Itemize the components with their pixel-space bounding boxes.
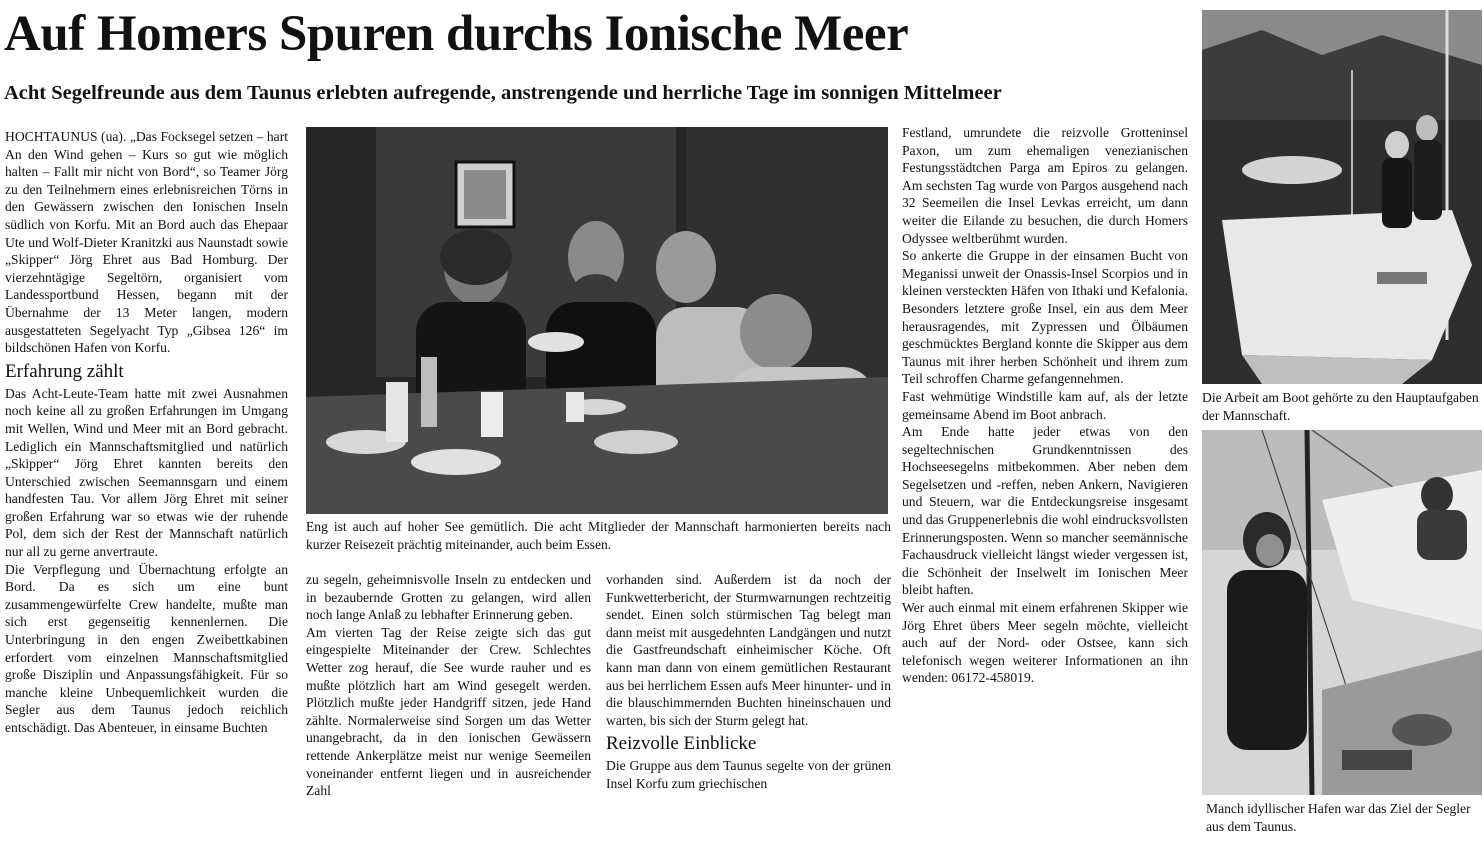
harbor-boat-caption: Die Arbeit am Boot gehörte zu den Hauptaufgaben der Mannschaft. [1202, 390, 1479, 423]
text-column-3 [606, 571, 891, 863]
dinner-photo-image [306, 127, 888, 514]
subhead-erfahrung: Erfahrung zählt [5, 360, 124, 382]
sailors-deck-caption: Manch idyllischer Hafen war das Ziel der Segler aus dem Taunus. [1206, 801, 1471, 834]
paragraph: So ankerte die Gruppe in der einsamen Bucht von Meganissi unweit der Onassis-Insel Scorpios und in kleinen versteckten Häfen von Ithaki und Kefalonia. Besonders letztere große Insel, ein aus dem Meer herausragendes, mit Zypressen und Ölbäumen geschmücktes Bergland konnte die Skipper aus dem Taunus mit ihrer herben Schönheit und ihrem zum Teil schroffen Charme gefangennehmen. [902, 248, 1188, 387]
article-headline: Auf Homers Spuren durchs Ionische Meer [4, 6, 909, 62]
text-column-4 [902, 124, 1188, 863]
paragraph: vorhanden sind. Außerdem ist da noch der Funkwetterbericht, der Sturmwarnungen rechtzeitig sendet. Einen solch stürmischen Tag belegt man dann meist mit ausgedehnten Landgängen und nutzt die Gastfreundschaft einheimischer Köche. Oft kann man dann von einem gemütlichen Restaurant aus bei herrlichem Essen aufs Meer hinunter- und in die blauschimmernden Buchten hineinschauen und warten, bis sich der Sturm gelegt hat. [606, 572, 891, 728]
paragraph: Am vierten Tag der Reise zeigte sich das gut eingespielte Miteinander der Crew. Schlechtes Wetter zog herauf, die See wurde rauher und es mußte plötzlich hart am Wind gesegelt werden. Plötzlich mußte jeder Handgriff sitzen, jede Hand zählte. Normalerweise sind Sorgen um das Wetter unangebracht, da in den ionischen Gewässern rettende Ankerplätze meist nur wenige Seemeilen voneinander entfernt liegen und in ausreichender Zahl [306, 624, 591, 799]
paragraph: zu segeln, geheimnisvolle Inseln zu entdecken und in bezaubernde Grotten zu gelangen, wird allen noch lange Anlaß zu lebhafter Erinnerung geben. [306, 572, 591, 623]
paragraph: Fast wehmütige Windstille kam auf, als der letzte gemeinsame Abend im Boot anbrach. [902, 388, 1188, 422]
boat-crew-photo-image [1202, 10, 1482, 384]
paragraph: Die Gruppe aus dem Taunus segelte von der grünen Insel Korfu zum griechischen [606, 758, 891, 791]
text-column-1 [5, 128, 288, 863]
deck-photo-image [1202, 430, 1482, 795]
paragraph: Wer auch einmal mit einem erfahrenen Skipper wie Jörg Ehret übers Meer segeln möchte, vielleicht auch auf der Nord- oder Ostsee, kann sich telefonisch wegen weiterer Informationen an ihn wenden: 06172-458019. [902, 600, 1188, 686]
paragraph: Die Verpflegung und Übernachtung erfolgte an Bord. Da es sich um eine bunt zusammengewürfelte Crew handelte, mußte man sich erst gegenseitig kennenlernen. Die Unterbringung in den engen Zweibettkabinen erfordert vom einzelnen Mannschaftsmitglied große Disziplin und Anpassungsfähigkeit. Für so manche kleine Unbequemlichkeit wurden die Segler aus dem Taunus jedoch reichlich entschädigt. Das Abenteuer, in einsame Buchten [5, 561, 288, 735]
paragraph: Am Ende hatte jeder etwas von den segeltechnischen Grundkenntnissen des Hochseesegelns mitbekommen. Aber neben dem Segelsetzen und -reffen, neben Ankern, Navigieren und Steuern, war die Entdeckungsreise insgesamt und das Gruppenerlebnis die wohl eindrucksvollsten Erinnerungsposten. Wenn so mancher seemännische Fachausdruck vielleicht längst wieder vergessen ist, die Schönheit der Inselwelt im Ionischen Meer bleibt haften. [902, 424, 1188, 598]
main-photo-caption: Eng ist auch auf hoher See gemütlich. Die acht Mitglieder der Mannschaft harmonierten bereits nach kurzer Reisezeit prächtig miteinander, auch beim Essen. [306, 519, 891, 552]
main-photo-dinner [306, 127, 888, 514]
sailors-deck-photo [1202, 430, 1482, 795]
paragraph: Das Acht-Leute-Team hatte mit zwei Ausnahmen noch keine all zu großen Erfahrungen im Umgang mit Wellen, Wind und Meer mit an Bord gebracht. Lediglich ein Mannschaftsmitglied und natürlich „Skipper“ Jörg Ehret kannten bereits den Unterschied zwischen Seemannsgarn und einem handfesten Tau. Vor allem Jörg Ehret mit seiner großen Erfahrung war so etwas wie der ruhende Pol, dem sich der Rest der Mannschaft natürlich nur all zu gerne anvertraute. [5, 385, 288, 560]
intro-paragraph: HOCHTAUNUS (ua). „Das Focksegel setzen – hart An den Wind gehen – Kurs so gut wie möglich halten – Fallt mir nicht von Bord“, so Teamer Jörg zu den Teilnehmern eines erlebnisreichen Törns in den Gewässern zwischen den Ionischen Inseln südlich von Korfu. Mit an Bord auch das Ehepaar Ute und Wolf-Dieter Kranitzki aus Naunstadt sowie „Skipper“ Jörg Ehret aus Bad Homburg. Der vierzehntägige Segeltörn, organisiert vom Landessportbund Hessen, begann mit der Übernahme der 13 Meter langen, modern ausgestatteten Segelyacht Typ „Gibsea 126“ im bildschönen Hafen von Korfu. [5, 129, 288, 356]
article-subheadline: Acht Segelfreunde aus dem Taunus erlebten aufregende, anstrengende und herrliche Tage im sonnigen Mittelmeer [4, 82, 1002, 104]
subhead-reizvolle-einblicke: Reizvolle Einblicke [606, 733, 757, 755]
paragraph: Festland, umrundete die reizvolle Grotteninsel Paxon, um zum ehemaligen venezianischen Festungsstädtchen Parga am Epiros zu gelangen. Am sechsten Tag wurde von Pargos ausgehend nach 32 Seemeilen die Insel Levkas erreicht, um dann weiter die Eilande zu besuchen, die durch Homers Odyssee weltberühmt wurden. [902, 125, 1188, 246]
text-column-2 [306, 571, 591, 863]
harbor-boat-photo [1202, 10, 1482, 384]
